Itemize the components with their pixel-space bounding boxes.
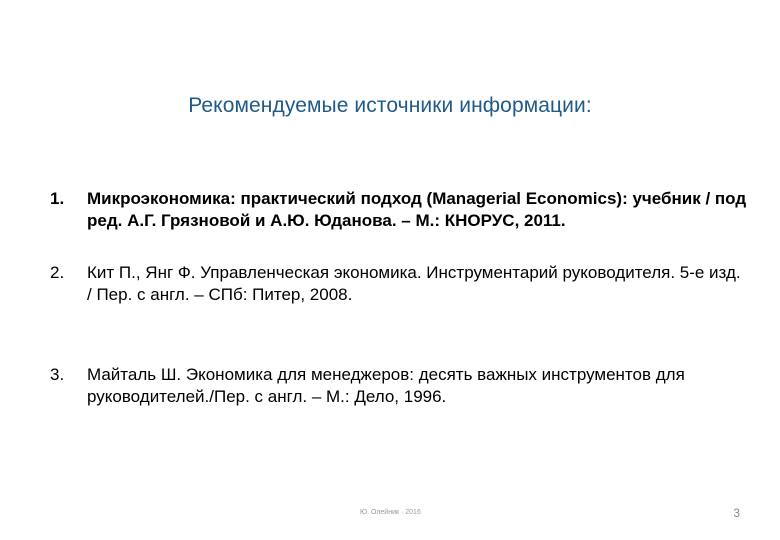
source-text-2: Кит П., Янг Ф. Управленческая экономика. Инструментарий руководителя. 5-е изд. / Пер. с англ. – СПб: Питер, 2008. <box>87 263 741 304</box>
source-text-3: Майталь Ш. Экономика для менеджеров: десять важных инструментов для руководителей./Пер. с англ. – М.: Дело, 1996. <box>87 365 685 406</box>
source-text-1: Микроэкономика: практический подход (Managerial Economics): учебник / под ред. А.Г. Грязновой и А.Ю. Юданова. – М.: КНОРУС, 2011. <box>87 189 747 230</box>
footer-author: Ю. Олейник · 2016 <box>360 509 421 516</box>
source-number-3: 3. <box>50 365 65 384</box>
page-number: 3 <box>733 506 740 520</box>
slide-title: Рекомендуемые источники информации: <box>188 94 592 117</box>
source-number-1: 1. <box>50 189 65 208</box>
source-number-2: 2. <box>50 263 65 282</box>
